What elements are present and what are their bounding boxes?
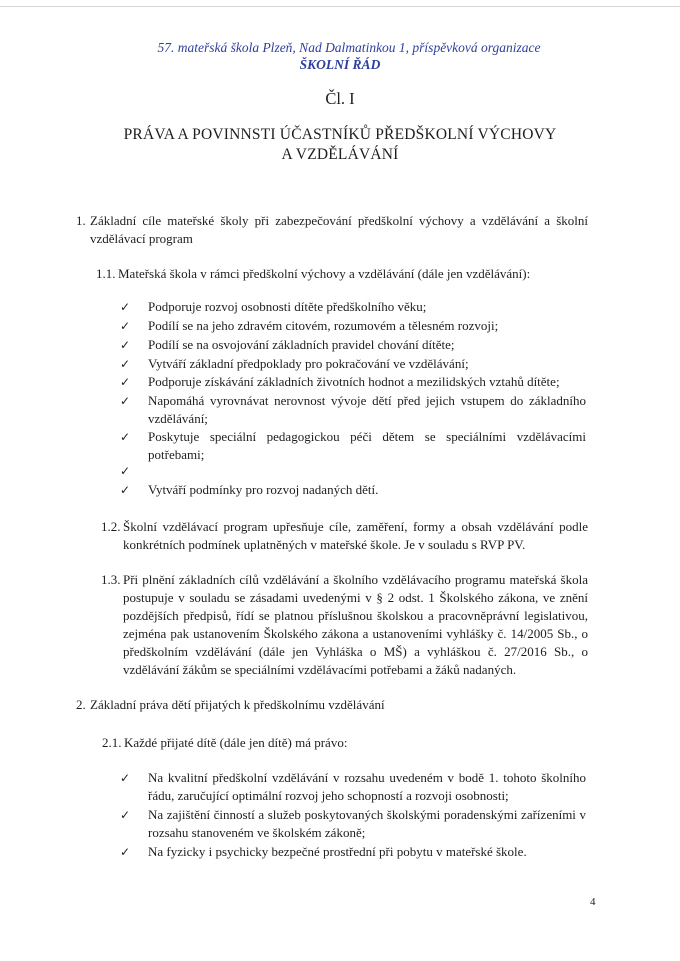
list-item — [120, 355, 586, 373]
list-item-text: Na kvalitní předškolní vzdělávání v rozsahu uvedeném v bodě 1. tohoto školního řádu, zaručující optimální rozvoj jeho schopností a rozvoji osobnosti; — [148, 770, 586, 803]
paragraph-1 — [76, 212, 588, 248]
list-item — [120, 317, 586, 335]
section-title-line-2: A VZDĚLÁVÁNÍ — [281, 146, 399, 163]
list-item — [120, 806, 586, 842]
list-item — [120, 373, 586, 391]
list-item-text: Podílí se na osvojování základních pravidel chování dítěte; — [148, 337, 455, 352]
list-item-text: Poskytuje speciální pedagogickou péči dětem se speciálními vzdělávacími potřebami; — [148, 429, 586, 462]
paragraph-2 — [76, 696, 588, 714]
paragraph-text: Mateřská škola v rámci předškolní výchovy a vzdělávání (dále jen vzdělávání): — [118, 266, 531, 281]
paragraph-text: Základní cíle mateřské školy při zabezpečování předškolní výchovy a vzdělávání a školní vzdělávací program — [90, 213, 588, 246]
page-number: 4 — [590, 896, 596, 908]
checkmark-icon: ✓ — [120, 300, 131, 314]
checkmark-icon: ✓ — [120, 430, 131, 444]
list-item-text: Vytváří podmínky pro rozvoj nadaných dětí. — [148, 482, 379, 497]
list-item-text: Podporuje rozvoj osobnosti dítěte předškolního věku; — [148, 299, 427, 314]
section-title-line-1: PRÁVA A POVINNSTI ÚČASTNÍKŮ PŘEDŠKOLNÍ VÝCHOVY — [123, 126, 557, 143]
checkmark-icon: ✓ — [120, 357, 131, 371]
checkmark-icon: ✓ — [120, 375, 131, 389]
paragraph-number: 1.1. — [96, 266, 116, 281]
paragraph-1-1 — [96, 265, 588, 283]
paragraph-2-1 — [102, 734, 588, 752]
list-item-text: Na fyzicky i psychicky bezpečné prostřední při pobytu v mateřské škole. — [148, 844, 527, 859]
checkmark-icon: ✓ — [120, 394, 131, 408]
list-item-text: Napomáhá vyrovnávat nerovnost vývoje dětí před jejich vstupem do základního vzdělávání; — [148, 393, 586, 426]
checkmark-icon: ✓ — [120, 845, 131, 859]
paragraph-number: 1.3. — [101, 572, 121, 587]
checkmark-icon: ✓ — [120, 771, 131, 785]
paragraph-number: 1. — [76, 213, 86, 228]
list-item — [120, 481, 586, 499]
list-item — [120, 336, 586, 354]
paragraph-number: 2.1. — [102, 735, 122, 750]
list-item — [120, 392, 586, 428]
paragraph-text: Základní práva dětí přijatých k předškolnímu vzdělávání — [90, 697, 385, 712]
list-item — [120, 298, 586, 316]
checkmark-icon: ✓ — [120, 464, 131, 478]
checkmark-icon: ✓ — [120, 319, 131, 333]
checkmark-icon: ✓ — [120, 483, 131, 497]
paragraph-number: 2. — [76, 697, 86, 712]
paragraph-text: Školní vzdělávací program upřesňuje cíle, zaměření, formy a obsah vzdělávání podle konkrétních podmínek uplatněných v mateřské škole. Je v souladu s RVP PV. — [123, 519, 588, 552]
paragraph-1-3 — [101, 571, 588, 679]
list-item — [120, 428, 586, 464]
organization-name: 57. mateřská škola Plzeň, Nad Dalmatinkou 1, příspěvková organizace — [157, 40, 541, 55]
list-item — [120, 769, 586, 805]
document-title: ŠKOLNÍ ŘÁD — [299, 57, 381, 72]
paragraph-1-2 — [101, 518, 588, 554]
paragraph-text: Každé přijaté dítě (dále jen dítě) má právo: — [124, 735, 348, 750]
list-item-text: Podporuje získávání základních životních hodnot a mezilidských vztahů dítěte; — [148, 374, 560, 389]
paragraph-number: 1.2. — [101, 519, 121, 534]
list-item-text: Vytváří základní předpoklady pro pokračování ve vzdělávání; — [148, 356, 469, 371]
list-item-text: Na zajištění činností a služeb poskytovaných školskými poradenskými zařízeními v rozsahu stanoveném ve školském zákoně; — [148, 807, 586, 840]
list-item — [120, 843, 586, 861]
chapter-heading: Čl. I — [325, 89, 355, 108]
list-item-text: Podílí se na jeho zdravém citovém, rozumovém a tělesném rozvoji; — [148, 318, 499, 333]
paragraph-text: Při plnění základních cílů vzdělávání a školního vzdělávacího programu mateřská škola postupuje v souladu se zásadami uvedenými v § 2 odst. 1 Školského zákona, ve znění pozdějších předpisů, řídí se platnou příslušnou školskou a pracovněprávní legislativou, zejména pak ustanovením Školského zákona a ustanoveními vyhlášky č. 14/2005 Sb., o předškolním vzdělávání (dále jen Vyhláška o MŠ) a vyhláškou č. 27/2016 Sb., o vzdělávání žákům se speciálními vzdělávacími potřebami a žáků nadaných. — [123, 572, 588, 677]
checkmark-icon: ✓ — [120, 808, 131, 822]
checkmark-icon: ✓ — [120, 338, 131, 352]
